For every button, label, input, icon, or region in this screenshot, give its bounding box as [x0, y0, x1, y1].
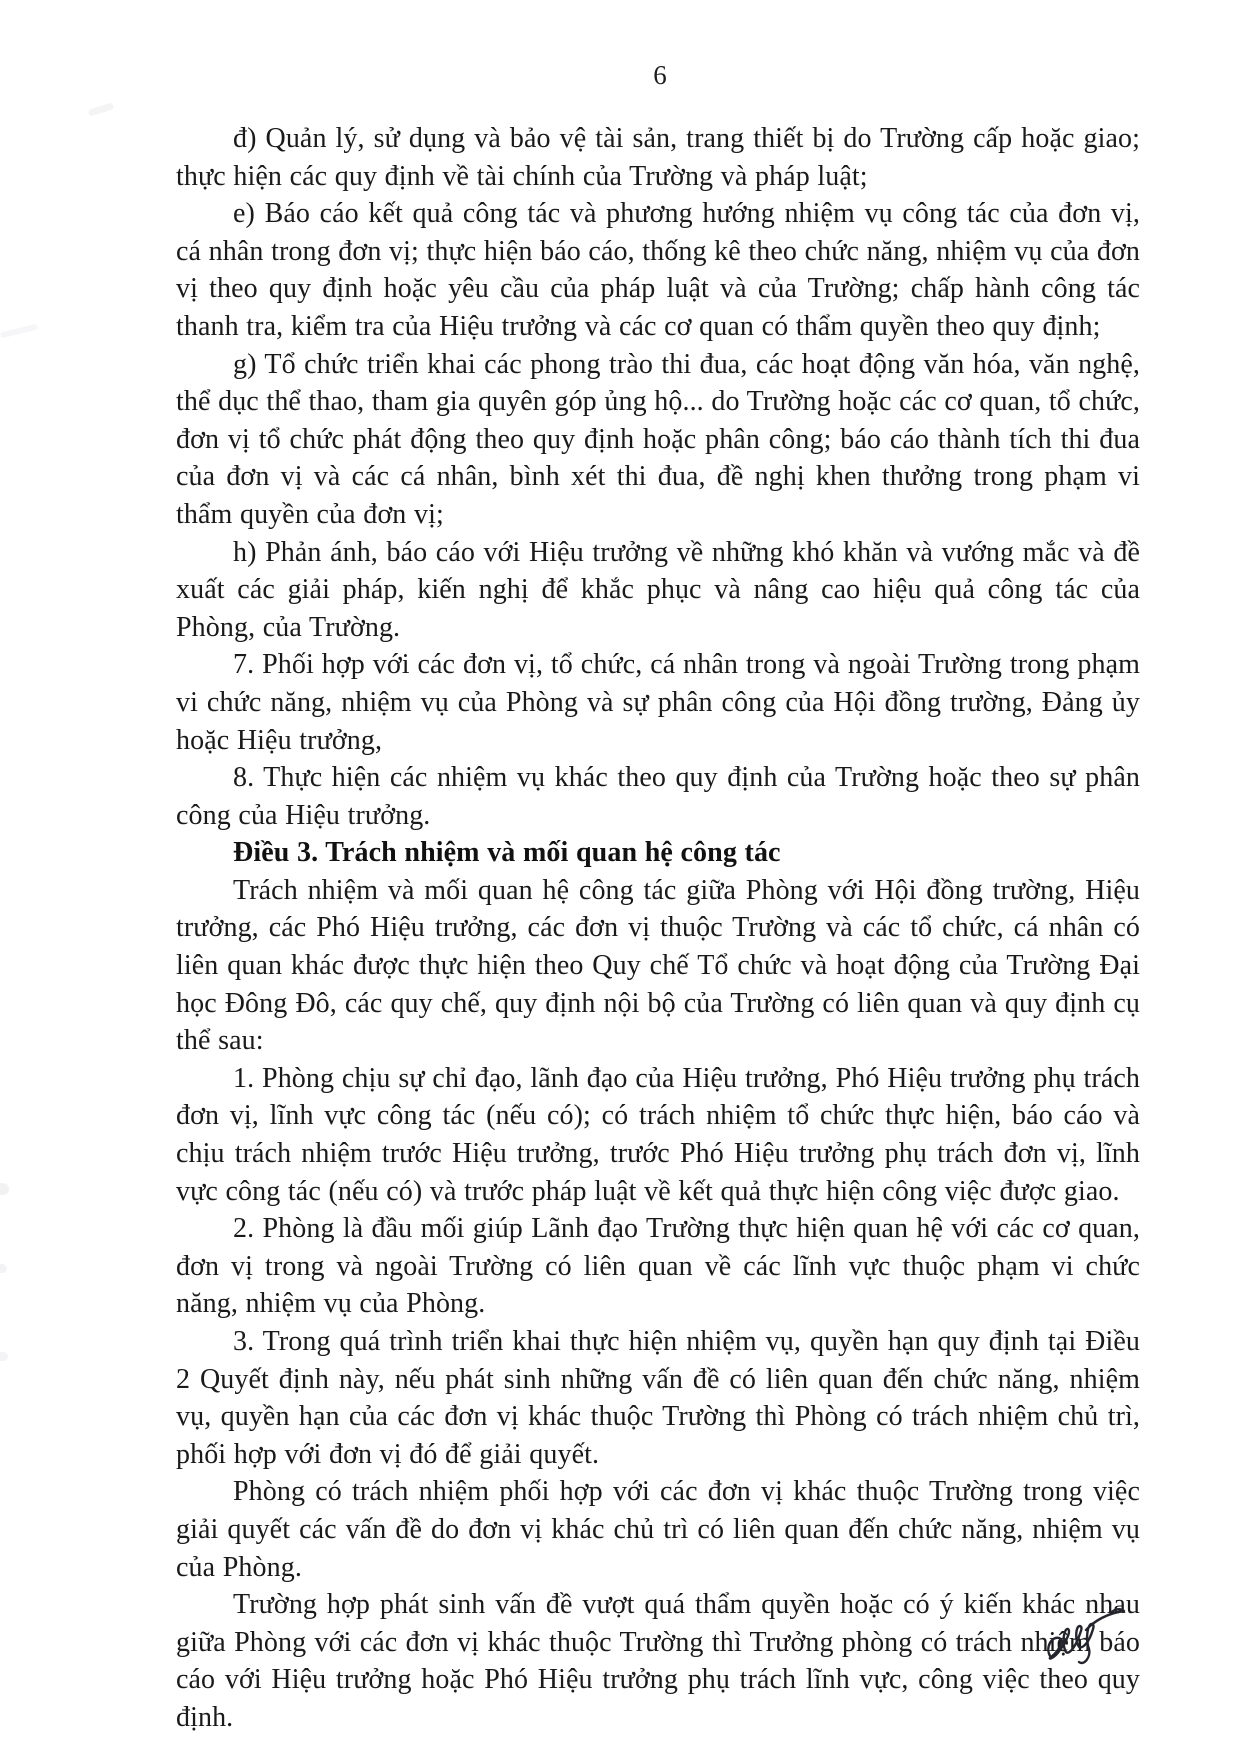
paragraph-item-7: 7. Phối hợp với các đơn vị, tổ chức, cá nhân trong và ngoài Trường trong phạm vi chức năng, nhiệm vụ của Phòng và sự phân công của Hội đồng trường, Đảng ủy hoặc Hiệu trưởng,: [176, 649, 1140, 756]
scan-artifact: [0, 1264, 7, 1273]
document-body: [176, 120, 1140, 1737]
paragraph-responsibility-intro: Trách nhiệm và mối quan hệ công tác giữa Phòng với Hội đồng trường, Hiệu trưởng, các Phó Hiệu trưởng, các đơn vị thuộc Trường và các tổ chức, cá nhân có liên quan khác được thực hiện theo Quy chế Tổ chức và hoạt động của Trường Đại học Đông Đô, các quy chế, quy định nội bộ của Trường có liên quan và quy định cụ thể sau:: [176, 874, 1140, 1057]
signature-mark: [1022, 1596, 1132, 1696]
paragraph-item-2: 2. Phòng là đầu mối giúp Lãnh đạo Trường thực hiện quan hệ với các cơ quan, đơn vị trong và ngoài Trường có liên quan về các lĩnh vực thuộc phạm vi chức năng, nhiệm vụ của Phòng.: [176, 1213, 1140, 1320]
paragraph-coordination: Phòng có trách nhiệm phối hợp với các đơn vị khác thuộc Trường trong việc giải quyết các vấn đề do đơn vị khác chủ trì có liên quan đến chức năng, nhiệm vụ của Phòng.: [176, 1476, 1140, 1583]
paragraph-item-d: đ) Quản lý, sử dụng và bảo vệ tài sản, trang thiết bị do Trường cấp hoặc giao; thực hiện các quy định về tài chính của Trường và pháp luật;: [176, 123, 1140, 192]
section-heading-dieu-3: Điều 3. Trách nhiệm và mối quan hệ công tác: [233, 837, 781, 869]
scan-artifact: [0, 1183, 9, 1195]
paragraph-item-g: g) Tổ chức triển khai các phong trào thi đua, các hoạt động văn hóa, văn nghệ, thể dục thể thao, tham gia quyên góp ủng hộ... do Trường hoặc các cơ quan, tổ chức, đơn vị tổ chức phát động theo quy định hoặc phân công; báo cáo thành tích thi đua của đơn vị và các cá nhân, bình xét thi đua, đề nghị khen thưởng trong phạm vi thẩm quyền của đơn vị;: [176, 348, 1141, 530]
paragraph-escalation: Trường hợp phát sinh vấn đề vượt quá thẩm quyền hoặc có ý kiến khác nhau giữa Phòng với các đơn vị khác thuộc Trường thì Trưởng phòng có trách nhiệm báo cáo với Hiệu trưởng hoặc Phó Hiệu trưởng phụ trách lĩnh vực, công việc theo quy định.: [176, 1589, 1140, 1733]
paragraph-item-1: 1. Phòng chịu sự chỉ đạo, lãnh đạo của Hiệu trưởng, Phó Hiệu trưởng phụ trách đơn vị, lĩnh vực công tác (nếu có); có trách nhiệm tổ chức thực hiện, báo cáo và chịu trách nhiệm trước Hiệu trưởng, trước Phó Hiệu trưởng phụ trách đơn vị, lĩnh vực công tác (nếu có) và trước pháp luật về kết quả thực hiện công việc được giao.: [176, 1062, 1140, 1207]
scan-artifact: [88, 102, 115, 117]
page-number: 6: [653, 60, 667, 90]
scan-artifact: [0, 1352, 8, 1361]
scan-artifact: [0, 323, 38, 338]
paragraph-item-e: e) Báo cáo kết quả công tác và phương hướng nhiệm vụ công tác của đơn vị, cá nhân trong đơn vị; thực hiện báo cáo, thống kê theo chức năng, nhiệm vụ của đơn vị theo quy định hoặc yêu cầu của pháp luật và của Trường; chấp hành công tác thanh tra, kiểm tra của Hiệu trưởng và các cơ quan có thẩm quyền theo quy định;: [176, 198, 1140, 342]
paragraph-item-3: 3. Trong quá trình triển khai thực hiện nhiệm vụ, quyền hạn quy định tại Điều 2 Quyết định này, nếu phát sinh những vấn đề có liên quan đến chức năng, nhiệm vụ, quyền hạn của các đơn vị khác thuộc Trường thì Phòng có trách nhiệm chủ trì, phối hợp với đơn vị đó để giải quyết.: [176, 1326, 1140, 1470]
paragraph-item-8: 8. Thực hiện các nhiệm vụ khác theo quy định của Trường hoặc theo sự phân công của Hiệu trưởng.: [176, 762, 1140, 831]
paragraph-item-h: h) Phản ánh, báo cáo với Hiệu trưởng về những khó khăn và vướng mắc và đề xuất các giải pháp, kiến nghị để khắc phục và nâng cao hiệu quả công tác của Phòng, của Trường.: [176, 536, 1140, 643]
